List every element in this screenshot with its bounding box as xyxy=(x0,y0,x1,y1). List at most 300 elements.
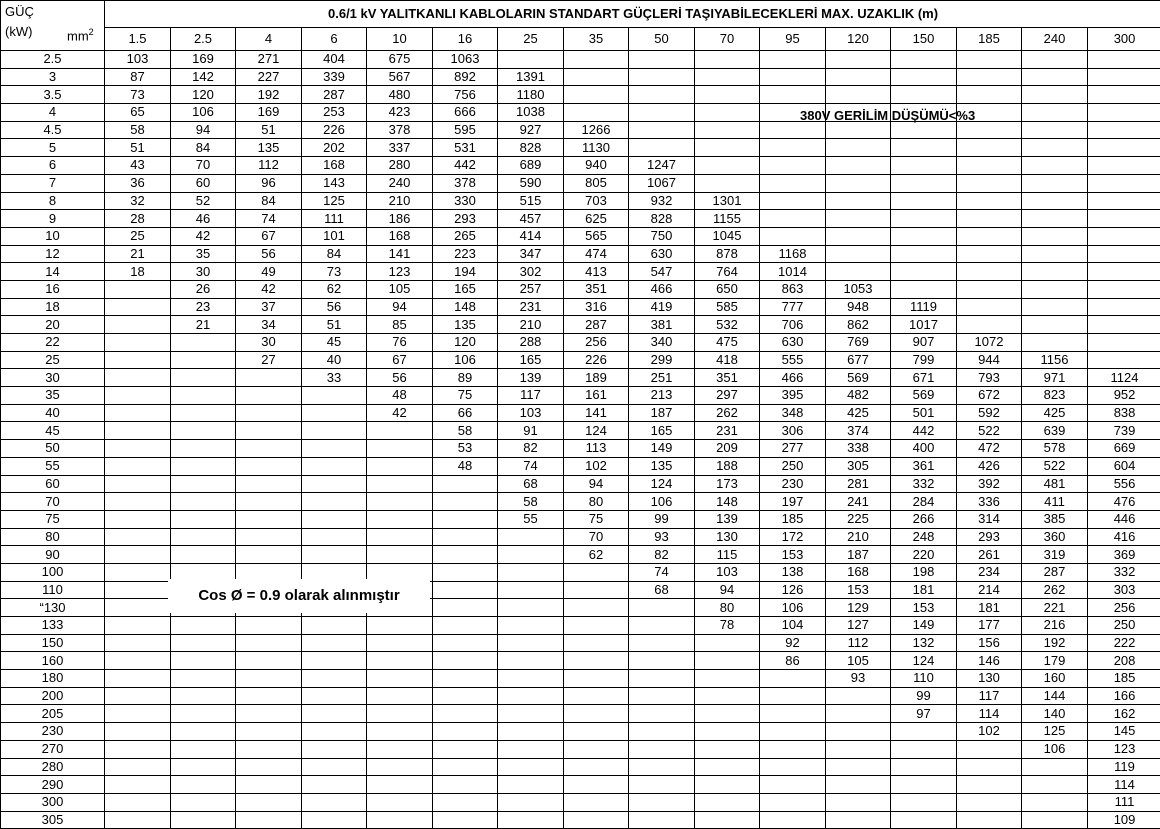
distance-cell: 319 xyxy=(1022,546,1088,564)
distance-cell: 565 xyxy=(564,227,629,245)
distance-cell xyxy=(105,457,171,475)
power-value-cell: 200 xyxy=(1,687,105,705)
table-row xyxy=(1,510,1160,528)
distance-cell xyxy=(629,121,695,139)
distance-cell: 85 xyxy=(367,316,433,334)
distance-cell: 210 xyxy=(367,192,433,210)
distance-cell xyxy=(171,740,236,758)
distance-cell xyxy=(826,51,891,69)
distance-cell xyxy=(236,634,302,652)
distance-cell: 58 xyxy=(105,121,171,139)
distance-cell xyxy=(105,351,171,369)
distance-cell: 338 xyxy=(826,440,891,458)
distance-cell: 339 xyxy=(302,68,367,86)
distance-cell: 34 xyxy=(236,316,302,334)
distance-cell: 55 xyxy=(498,510,564,528)
distance-cell: 940 xyxy=(564,157,629,175)
distance-cell xyxy=(433,528,498,546)
distance-cell xyxy=(1022,793,1088,811)
distance-cell: 805 xyxy=(564,174,629,192)
distance-cell: 74 xyxy=(236,210,302,228)
distance-cell: 165 xyxy=(498,351,564,369)
distance-cell xyxy=(171,528,236,546)
distance-cell xyxy=(957,740,1022,758)
distance-cell xyxy=(629,670,695,688)
distance-cell: 84 xyxy=(236,192,302,210)
distance-cell xyxy=(629,86,695,104)
distance-cell: 669 xyxy=(1088,440,1160,458)
table-row xyxy=(1,387,1160,405)
distance-cell xyxy=(433,687,498,705)
mm-text: mm xyxy=(67,28,89,44)
distance-cell: 126 xyxy=(760,581,826,599)
distance-cell xyxy=(498,687,564,705)
distance-cell xyxy=(629,723,695,741)
distance-cell xyxy=(433,758,498,776)
section-header-4: 4 xyxy=(236,28,302,51)
distance-cell xyxy=(695,687,760,705)
power-value-cell: 3.5 xyxy=(1,86,105,104)
distance-cell xyxy=(105,687,171,705)
distance-cell xyxy=(498,705,564,723)
distance-cell: 374 xyxy=(826,422,891,440)
distance-cell: 360 xyxy=(1022,528,1088,546)
corner-header xyxy=(1,1,105,51)
distance-cell: 1038 xyxy=(498,104,564,122)
distance-cell: 65 xyxy=(105,104,171,122)
distance-cell: 330 xyxy=(433,192,498,210)
distance-cell xyxy=(171,634,236,652)
distance-cell xyxy=(236,687,302,705)
distance-cell: 87 xyxy=(105,68,171,86)
distance-cell xyxy=(826,263,891,281)
distance-cell: 97 xyxy=(891,705,957,723)
power-value-cell: 25 xyxy=(1,351,105,369)
distance-cell xyxy=(498,563,564,581)
distance-cell xyxy=(236,422,302,440)
distance-cell xyxy=(433,723,498,741)
distance-cell: 156 xyxy=(957,634,1022,652)
distance-cell: 474 xyxy=(564,245,629,263)
distance-cell: 56 xyxy=(302,298,367,316)
distance-cell: 161 xyxy=(564,387,629,405)
distance-cell xyxy=(433,493,498,511)
distance-cell xyxy=(236,758,302,776)
table-row xyxy=(1,227,1160,245)
distance-cell: 139 xyxy=(695,510,760,528)
distance-cell: 53 xyxy=(433,440,498,458)
distance-cell xyxy=(105,528,171,546)
distance-cell xyxy=(105,475,171,493)
mm-superscript: 2 xyxy=(88,27,94,37)
distance-cell: 102 xyxy=(564,457,629,475)
distance-cell: 187 xyxy=(826,546,891,564)
distance-cell xyxy=(105,422,171,440)
distance-cell xyxy=(1088,316,1160,334)
distance-cell xyxy=(171,334,236,352)
distance-cell: 253 xyxy=(302,104,367,122)
table-row xyxy=(1,192,1160,210)
distance-cell: 181 xyxy=(957,599,1022,617)
distance-cell: 144 xyxy=(1022,687,1088,705)
distance-cell xyxy=(826,705,891,723)
distance-cell: 84 xyxy=(302,245,367,263)
distance-cell xyxy=(236,457,302,475)
distance-cell: 482 xyxy=(826,387,891,405)
distance-cell xyxy=(1088,280,1160,298)
distance-cell xyxy=(171,705,236,723)
distance-cell: 221 xyxy=(1022,599,1088,617)
distance-cell: 94 xyxy=(171,121,236,139)
distance-cell: 94 xyxy=(564,475,629,493)
distance-cell: 604 xyxy=(1088,457,1160,475)
distance-cell xyxy=(564,86,629,104)
distance-cell xyxy=(957,245,1022,263)
distance-cell xyxy=(105,581,171,599)
distance-cell xyxy=(105,723,171,741)
table-row xyxy=(1,263,1160,281)
distance-cell: 1130 xyxy=(564,139,629,157)
distance-cell xyxy=(302,404,367,422)
distance-cell xyxy=(760,740,826,758)
distance-cell xyxy=(105,617,171,635)
distance-cell xyxy=(695,86,760,104)
distance-cell xyxy=(367,776,433,794)
distance-cell xyxy=(695,705,760,723)
distance-cell: 863 xyxy=(760,280,826,298)
distance-cell: 185 xyxy=(760,510,826,528)
distance-cell xyxy=(105,387,171,405)
distance-cell xyxy=(105,705,171,723)
distance-cell xyxy=(105,811,171,829)
distance-cell xyxy=(171,811,236,829)
distance-cell: 101 xyxy=(302,227,367,245)
table-row xyxy=(1,705,1160,723)
distance-cell: 202 xyxy=(302,139,367,157)
distance-cell: 139 xyxy=(498,369,564,387)
table-row xyxy=(1,723,1160,741)
distance-cell xyxy=(1088,334,1160,352)
distance-cell xyxy=(105,652,171,670)
distance-cell: 332 xyxy=(1088,563,1160,581)
distance-cell xyxy=(891,86,957,104)
distance-cell: 907 xyxy=(891,334,957,352)
distance-cell: 302 xyxy=(498,263,564,281)
distance-cell: 42 xyxy=(367,404,433,422)
distance-cell xyxy=(891,793,957,811)
distance-cell xyxy=(629,705,695,723)
distance-cell: 46 xyxy=(171,210,236,228)
distance-cell xyxy=(695,793,760,811)
table-row xyxy=(1,758,1160,776)
distance-cell xyxy=(171,687,236,705)
voltage-drop-note: 380V GERİLİM DÜŞÜMÜ<%3 xyxy=(800,108,976,123)
distance-cell: 74 xyxy=(629,563,695,581)
distance-cell: 442 xyxy=(891,422,957,440)
distance-cell: 117 xyxy=(498,387,564,405)
distance-cell: 198 xyxy=(891,563,957,581)
distance-cell xyxy=(1022,104,1088,122)
distance-cell xyxy=(1022,811,1088,829)
distance-cell xyxy=(957,758,1022,776)
power-label: GÜÇ xyxy=(5,4,34,19)
distance-cell xyxy=(695,104,760,122)
power-value-cell: 75 xyxy=(1,510,105,528)
distance-cell: 135 xyxy=(629,457,695,475)
distance-cell: 1017 xyxy=(891,316,957,334)
distance-cell: 120 xyxy=(433,334,498,352)
distance-cell xyxy=(105,440,171,458)
distance-cell xyxy=(629,51,695,69)
distance-cell xyxy=(1022,157,1088,175)
distance-cell: 93 xyxy=(826,670,891,688)
distance-cell xyxy=(957,51,1022,69)
distance-cell xyxy=(826,245,891,263)
table-row xyxy=(1,793,1160,811)
distance-cell: 288 xyxy=(498,334,564,352)
distance-cell: 125 xyxy=(1022,723,1088,741)
distance-cell: 381 xyxy=(629,316,695,334)
section-header-185: 185 xyxy=(957,28,1022,51)
distance-cell: 75 xyxy=(433,387,498,405)
distance-cell: 1072 xyxy=(957,334,1022,352)
distance-cell: 823 xyxy=(1022,387,1088,405)
distance-cell: 68 xyxy=(498,475,564,493)
distance-cell: 18 xyxy=(105,263,171,281)
distance-cell xyxy=(171,652,236,670)
distance-cell: 73 xyxy=(105,86,171,104)
table-row xyxy=(1,652,1160,670)
distance-cell: 153 xyxy=(891,599,957,617)
distance-cell: 120 xyxy=(171,86,236,104)
distance-cell xyxy=(826,86,891,104)
distance-cell: 689 xyxy=(498,157,564,175)
distance-cell: 140 xyxy=(1022,705,1088,723)
distance-cell xyxy=(433,599,498,617)
distance-cell: 84 xyxy=(171,139,236,157)
power-value-cell: 70 xyxy=(1,493,105,511)
distance-cell: 411 xyxy=(1022,493,1088,511)
distance-cell: 225 xyxy=(826,510,891,528)
distance-cell: 1155 xyxy=(695,210,760,228)
distance-cell: 251 xyxy=(629,369,695,387)
distance-cell xyxy=(891,245,957,263)
distance-cell xyxy=(105,510,171,528)
distance-cell xyxy=(236,776,302,794)
distance-cell xyxy=(105,404,171,422)
distance-cell xyxy=(498,811,564,829)
cos-phi-note: Cos Ø = 0.9 olarak alınmıştır xyxy=(168,579,430,613)
distance-cell: 169 xyxy=(171,51,236,69)
power-value-cell: 180 xyxy=(1,670,105,688)
distance-cell xyxy=(367,475,433,493)
distance-cell: 220 xyxy=(891,546,957,564)
distance-cell: 369 xyxy=(1088,546,1160,564)
distance-cell xyxy=(564,104,629,122)
distance-cell: 105 xyxy=(826,652,891,670)
distance-cell: 1266 xyxy=(564,121,629,139)
distance-cell: 188 xyxy=(695,457,760,475)
table-row xyxy=(1,121,1160,139)
distance-cell xyxy=(826,139,891,157)
distance-cell xyxy=(564,634,629,652)
distance-cell: 425 xyxy=(1022,404,1088,422)
distance-cell xyxy=(564,617,629,635)
power-value-cell: 270 xyxy=(1,740,105,758)
distance-cell: 58 xyxy=(498,493,564,511)
distance-cell: 30 xyxy=(171,263,236,281)
distance-cell xyxy=(302,687,367,705)
distance-cell xyxy=(1088,351,1160,369)
distance-cell: 1014 xyxy=(760,263,826,281)
distance-cell: 672 xyxy=(957,387,1022,405)
distance-cell: 187 xyxy=(629,404,695,422)
power-value-cell: 35 xyxy=(1,387,105,405)
distance-cell: 60 xyxy=(171,174,236,192)
distance-cell: 262 xyxy=(1022,581,1088,599)
distance-cell xyxy=(695,157,760,175)
distance-cell: 213 xyxy=(629,387,695,405)
distance-cell: 148 xyxy=(695,493,760,511)
distance-cell xyxy=(826,121,891,139)
distance-cell xyxy=(105,634,171,652)
distance-cell xyxy=(695,634,760,652)
distance-cell: 36 xyxy=(105,174,171,192)
power-value-cell: 40 xyxy=(1,404,105,422)
distance-cell xyxy=(957,811,1022,829)
distance-cell: 94 xyxy=(367,298,433,316)
distance-cell: 86 xyxy=(760,652,826,670)
distance-cell: 1391 xyxy=(498,68,564,86)
distance-cell: 416 xyxy=(1088,528,1160,546)
distance-cell xyxy=(302,705,367,723)
distance-cell xyxy=(498,546,564,564)
distance-cell xyxy=(498,652,564,670)
distance-cell xyxy=(760,670,826,688)
power-value-cell: 5 xyxy=(1,139,105,157)
distance-cell: 28 xyxy=(105,210,171,228)
distance-cell: 305 xyxy=(826,457,891,475)
distance-cell: 799 xyxy=(891,351,957,369)
distance-cell: 555 xyxy=(760,351,826,369)
distance-cell xyxy=(236,705,302,723)
distance-cell: 209 xyxy=(695,440,760,458)
distance-cell: 185 xyxy=(1088,670,1160,688)
distance-cell xyxy=(236,546,302,564)
distance-cell xyxy=(171,776,236,794)
distance-cell xyxy=(236,475,302,493)
distance-cell: 671 xyxy=(891,369,957,387)
distance-cell: 862 xyxy=(826,316,891,334)
distance-cell xyxy=(564,581,629,599)
distance-cell xyxy=(236,652,302,670)
distance-cell xyxy=(1088,227,1160,245)
distance-cell xyxy=(302,793,367,811)
distance-cell xyxy=(367,617,433,635)
distance-cell xyxy=(1088,298,1160,316)
table-row xyxy=(1,546,1160,564)
distance-cell: 105 xyxy=(367,280,433,298)
distance-cell xyxy=(891,227,957,245)
distance-cell: 123 xyxy=(367,263,433,281)
distance-cell xyxy=(433,563,498,581)
distance-cell: 21 xyxy=(171,316,236,334)
distance-cell: 944 xyxy=(957,351,1022,369)
distance-cell: 93 xyxy=(629,528,695,546)
distance-cell xyxy=(171,793,236,811)
distance-cell: 112 xyxy=(826,634,891,652)
distance-cell xyxy=(1088,157,1160,175)
distance-cell: 385 xyxy=(1022,510,1088,528)
section-header-1-5: 1.5 xyxy=(105,28,171,51)
distance-cell: 214 xyxy=(957,581,1022,599)
distance-cell xyxy=(433,652,498,670)
distance-cell: 284 xyxy=(891,493,957,511)
distance-cell: 226 xyxy=(564,351,629,369)
table-row xyxy=(1,280,1160,298)
table-title: 0.6/1 kV YALITKANLI KABLOLARIN STANDART GÜÇLERİ TAŞIYABİLECEKLERİ MAX. UZAKLIK (m) xyxy=(105,1,1160,28)
distance-cell: 129 xyxy=(826,599,891,617)
distance-cell xyxy=(302,811,367,829)
distance-cell: 481 xyxy=(1022,475,1088,493)
table-row xyxy=(1,369,1160,387)
distance-cell: 378 xyxy=(367,121,433,139)
distance-cell xyxy=(171,475,236,493)
distance-cell: 197 xyxy=(760,493,826,511)
distance-cell xyxy=(302,528,367,546)
power-value-cell: 90 xyxy=(1,546,105,564)
distance-cell: 1156 xyxy=(1022,351,1088,369)
distance-cell: 240 xyxy=(367,174,433,192)
distance-cell: 43 xyxy=(105,157,171,175)
distance-cell: 21 xyxy=(105,245,171,263)
distance-cell: 630 xyxy=(629,245,695,263)
distance-cell xyxy=(498,617,564,635)
distance-cell: 111 xyxy=(1088,793,1160,811)
distance-cell xyxy=(1088,245,1160,263)
distance-cell: 186 xyxy=(367,210,433,228)
distance-cell: 192 xyxy=(236,86,302,104)
distance-cell xyxy=(433,811,498,829)
distance-cell xyxy=(302,546,367,564)
distance-cell: 332 xyxy=(891,475,957,493)
distance-cell: 306 xyxy=(760,422,826,440)
distance-cell: 522 xyxy=(1022,457,1088,475)
table-row xyxy=(1,457,1160,475)
distance-cell: 168 xyxy=(367,227,433,245)
power-value-cell: 6 xyxy=(1,157,105,175)
distance-cell xyxy=(302,617,367,635)
distance-cell xyxy=(891,192,957,210)
distance-cell: 94 xyxy=(695,581,760,599)
power-value-cell: 290 xyxy=(1,776,105,794)
distance-cell: 351 xyxy=(695,369,760,387)
distance-cell xyxy=(1022,263,1088,281)
distance-cell: 266 xyxy=(891,510,957,528)
distance-cell: 277 xyxy=(760,440,826,458)
power-value-cell: 80 xyxy=(1,528,105,546)
distance-cell: 26 xyxy=(171,280,236,298)
distance-cell xyxy=(302,652,367,670)
distance-cell: 287 xyxy=(1022,563,1088,581)
distance-cell xyxy=(695,51,760,69)
distance-cell: 115 xyxy=(695,546,760,564)
distance-cell: 348 xyxy=(760,404,826,422)
distance-cell xyxy=(367,422,433,440)
distance-cell: 927 xyxy=(498,121,564,139)
distance-cell xyxy=(826,210,891,228)
distance-cell: 932 xyxy=(629,192,695,210)
